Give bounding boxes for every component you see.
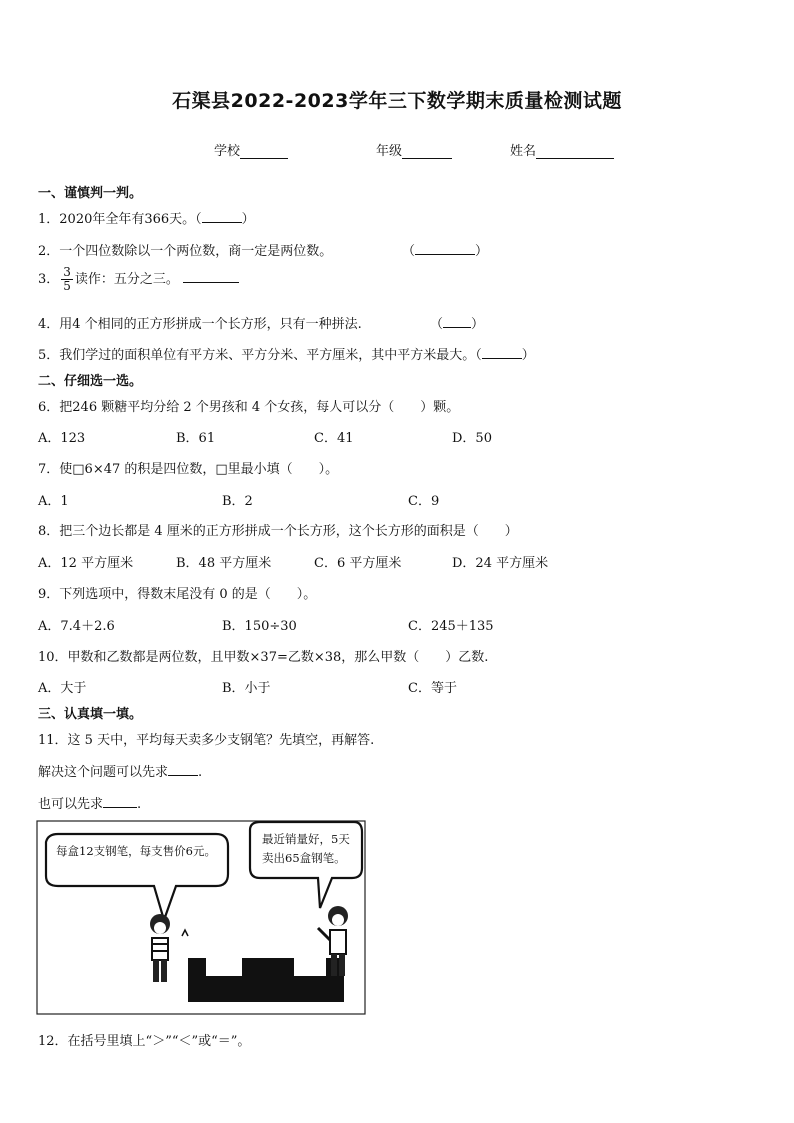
- answer-blank[interactable]: [443, 315, 471, 328]
- grade-blank[interactable]: [402, 144, 452, 159]
- fraction-denominator: 5: [63, 279, 71, 293]
- question-12: 12．在括号里填上“＞”“＜”或“＝”。: [38, 1034, 251, 1049]
- section-heading-1: 一、谨慎判一判。: [38, 186, 143, 201]
- option-c[interactable]: C．等于: [408, 681, 457, 696]
- section-heading-3: 三、认真填一填。: [38, 707, 143, 722]
- answer-blank[interactable]: [103, 795, 137, 808]
- bubble-left-text: 每盒12支钢笔，每支售价6元。: [56, 844, 216, 858]
- option-a[interactable]: A．123: [38, 431, 86, 446]
- option-b[interactable]: B．2: [222, 494, 253, 509]
- option-a[interactable]: A．7.4＋2.6: [38, 619, 115, 634]
- school-label: 学校: [214, 144, 241, 159]
- answer-blank[interactable]: [168, 763, 198, 776]
- paren-open: （: [402, 244, 416, 259]
- option-c[interactable]: C．9: [408, 494, 440, 509]
- period: .: [137, 797, 142, 812]
- question-11: 11．这 5 天中，平均每天卖多少支钢笔？先填空，再解答.: [38, 733, 375, 748]
- grade-label: 年级: [376, 144, 403, 159]
- question-2: [38, 240, 332, 259]
- illustration: [36, 820, 366, 1015]
- prompt-text: 解决这个问题可以先求: [38, 765, 169, 780]
- bubble-right-text: 最近销量好，5天卖出65盒钢笔。: [262, 832, 350, 865]
- paren-open: （: [430, 317, 444, 332]
- boy-figure: [318, 906, 348, 976]
- option-d[interactable]: D．24 平方厘米: [452, 556, 549, 571]
- question-1-text: 1．2020年全年有366天。（: [38, 212, 202, 227]
- option-c[interactable]: C．245＋135: [408, 619, 494, 634]
- name-field[interactable]: [510, 140, 614, 159]
- option-b[interactable]: B．小于: [222, 681, 271, 696]
- bar-blocks: [188, 958, 344, 1002]
- question-2-text: 2．一个四位数除以一个两位数，商一定是两位数。: [38, 244, 333, 259]
- prompt-text: 也可以先求: [38, 797, 104, 812]
- option-d[interactable]: D．50: [452, 431, 492, 446]
- answer-blank[interactable]: [415, 242, 475, 255]
- option-a[interactable]: A．12 平方厘米: [38, 556, 134, 571]
- option-a[interactable]: A．1: [38, 494, 69, 509]
- page-title: 石渠县2022-2023学年三下数学期末质量检测试题: [172, 90, 622, 112]
- question-6: 6．把246 颗糖平均分给 2 个男孩和 4 个女孩，每人可以分（ ）颗。: [38, 400, 460, 415]
- question-5-text: 5．我们学过的面积单位有平方米、平方分米、平方厘米，其中平方米最大。（: [38, 348, 482, 363]
- option-c[interactable]: C．6 平方厘米: [314, 556, 402, 571]
- question-9: 9．下列选项中，得数末尾没有 0 的是（ ）。: [38, 587, 317, 602]
- question-4: [38, 313, 362, 332]
- girl-figure: [150, 914, 188, 982]
- question-11-line-2: [38, 793, 141, 812]
- option-c[interactable]: C．41: [314, 431, 354, 446]
- question-10: 10．甲数和乙数都是两位数，且甲数×37=乙数×38，那么甲数（ ）乙数.: [38, 650, 489, 665]
- period: .: [198, 765, 203, 780]
- paren-close: ）: [475, 244, 489, 259]
- school-blank[interactable]: [240, 144, 288, 159]
- question-4-text: 4．用4 个相同的正方形拼成一个长方形，只有一种拼法.: [38, 317, 362, 332]
- question-3: [38, 266, 239, 293]
- fraction: [61, 266, 73, 293]
- fraction-numerator: 3: [63, 265, 71, 279]
- question-11-line-1: [38, 761, 202, 780]
- school-field[interactable]: [214, 140, 288, 159]
- option-b[interactable]: B．61: [176, 431, 216, 446]
- question-2-answer: [402, 240, 488, 259]
- answer-blank[interactable]: [482, 346, 522, 359]
- name-blank[interactable]: [536, 144, 614, 159]
- option-a[interactable]: A．大于: [38, 681, 87, 696]
- grade-field[interactable]: [376, 140, 452, 159]
- paren-close: ）: [521, 348, 535, 363]
- question-number: 3．: [38, 272, 60, 287]
- question-1: [38, 208, 255, 227]
- question-4-answer: [430, 313, 484, 332]
- section-heading-2: 二、仔细选一选。: [38, 374, 143, 389]
- answer-blank[interactable]: [183, 270, 239, 283]
- question-3-text: 读作：五分之三。: [74, 272, 179, 287]
- question-7: 7．使□6×47 的积是四位数，□里最小填（ ）。: [38, 462, 339, 477]
- question-8: 8．把三个边长都是 4 厘米的正方形拼成一个长方形，这个长方形的面积是（ ）: [38, 524, 518, 539]
- question-5: [38, 344, 535, 363]
- option-b[interactable]: B．150÷30: [222, 619, 297, 634]
- answer-blank[interactable]: [202, 210, 242, 223]
- paren-close: ）: [241, 212, 255, 227]
- name-label: 姓名: [510, 144, 537, 159]
- paren-close: ）: [471, 317, 485, 332]
- option-b[interactable]: B．48 平方厘米: [176, 556, 272, 571]
